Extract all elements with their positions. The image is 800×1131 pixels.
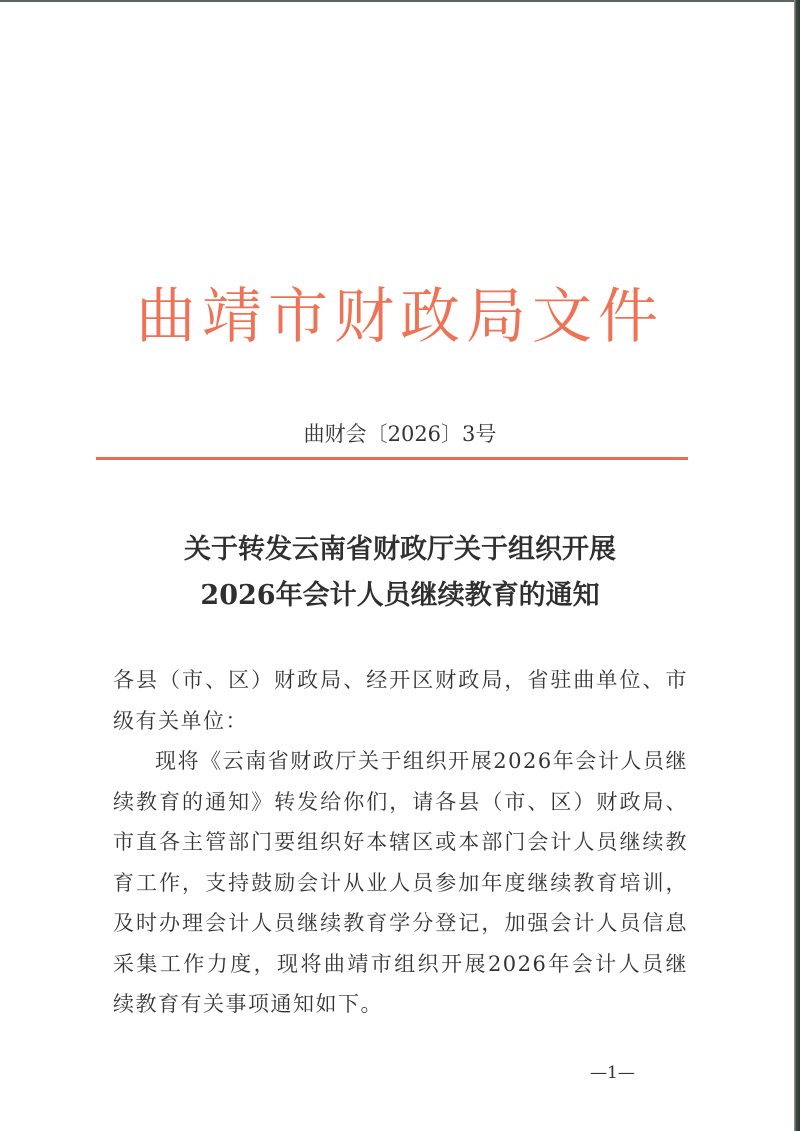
document-body bbox=[113, 660, 688, 1025]
notice-title-line-2: 2026年会计人员继续教育的通知 bbox=[200, 580, 600, 611]
document-number: 曲财会〔2026〕3号 bbox=[303, 422, 497, 446]
page-number: —1— bbox=[590, 1063, 635, 1083]
document-header-title: 曲靖市财政局文件 bbox=[136, 282, 664, 352]
red-divider-line bbox=[96, 457, 688, 460]
salutation: 各县（市、区）财政局、经开区财政局，省驻曲单位、市级有关单位： bbox=[113, 668, 688, 733]
notice-title-line-1: 关于转发云南省财政厅关于组织开展 bbox=[184, 534, 616, 565]
scan-edge-top bbox=[0, 0, 800, 2]
notice-title bbox=[0, 527, 800, 619]
body-paragraph-1: 现将《云南省财政厅关于组织开展2026年会计人员继续教育的通知》转发给你们，请各县（市、区）财政局、市直各主管部门要组织好本辖区或本部门会计人员继续教育工作，支持鼓励会计从业人员参加年度继续教育培训，及时办理会计人员继续教育学分登记，加强会计人员信息采集工作力度，现将曲靖市组织开展2026年会计人员继续教育有关事项通知如下。 bbox=[113, 749, 688, 1016]
